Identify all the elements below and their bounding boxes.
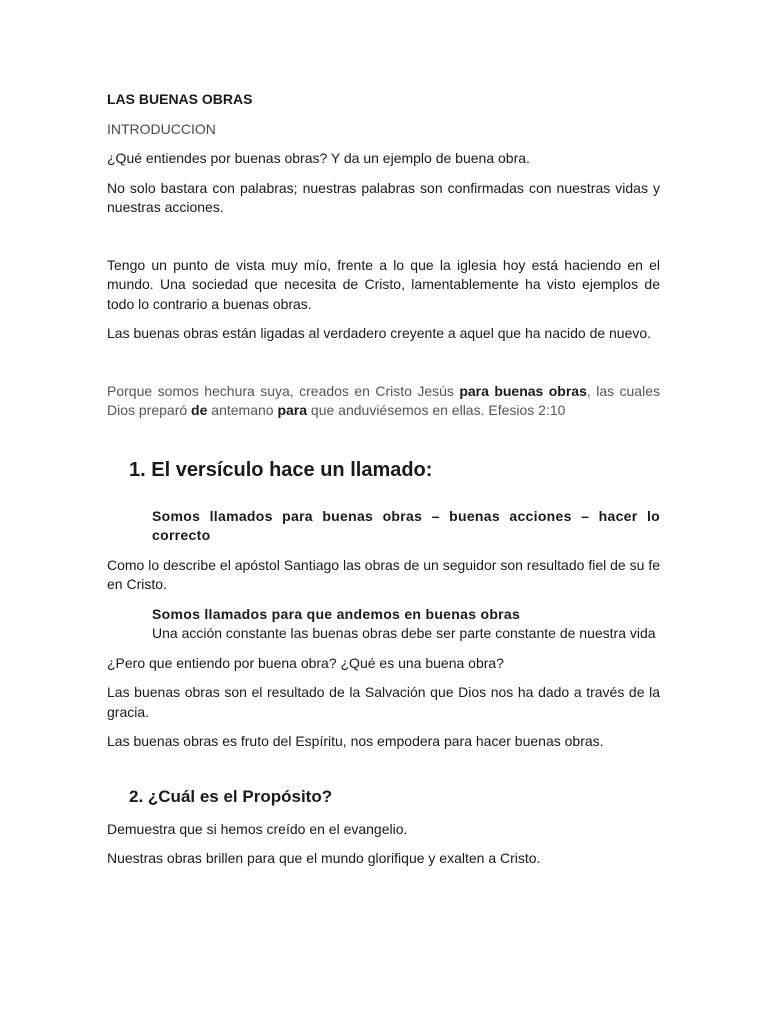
paragraph-point-of-view: Tengo un punto de vista muy mío, frente a lo que la iglesia hoy está haciendo en el mundo. Una sociedad que necesita de Cristo, lamentablemente ha visto ejemplos de todo lo contrario a buenas obras.	[107, 256, 660, 312]
verse-text-3: antemano	[207, 402, 278, 418]
section-1-paragraph-salvation: Las buenas obras son el resultado de la Salvación que Dios nos ha dado a través de la gracia.	[107, 684, 660, 720]
intro-question: ¿Qué entiendes por buenas obras? Y da un ejemplo de buena obra.	[107, 150, 530, 166]
section-2-heading: 2. ¿Cuál es el Propósito?	[129, 786, 333, 806]
verse-bold-1: para buenas obras	[459, 382, 587, 399]
verse-text-4: que anduviésemos en ellas. Efesios 2:10	[307, 402, 566, 418]
verse-text-2: , las cuales Dios preparó	[107, 382, 660, 418]
verse-bold-2: de	[191, 402, 208, 418]
section-1-subpoint-2-text: Una acción constante las buenas obras debe ser parte constante de nuestra vida	[152, 625, 656, 641]
section-1-subpoint-2: Somos llamados para que andemos en buenas obras	[152, 605, 521, 622]
paragraph-true-believer: Las buenas obras están ligadas al verdadero creyente a aquel que ha nacido de nuevo.	[107, 325, 652, 341]
verse-bold-3: para	[277, 402, 308, 418]
section-2-paragraph-gospel: Demuestra que si hemos creído en el evangelio.	[107, 820, 408, 837]
section-1-question: ¿Pero que entiendo por buena obra? ¿Qué es una buena obra?	[107, 654, 504, 671]
document-title: LAS BUENAS OBRAS	[107, 91, 253, 107]
section-1-subpoint-1: Somos llamados para buenas obras – buenas acciones – hacer lo correcto	[152, 507, 660, 543]
document-page	[107, 90, 660, 879]
paragraph-words-and-deeds: No solo bastara con palabras; nuestras palabras son confirmadas con nuestras vidas y nuestras acciones.	[107, 179, 660, 215]
section-1-paragraph-santiago: Como lo describe el apóstol Santiago las obras de un seguidor son resultado fiel de su fe en Cristo.	[107, 556, 660, 592]
verse-text-1: Porque somos hechura suya, creados en Cristo Jesús	[107, 382, 460, 399]
bible-verse	[107, 382, 660, 421]
section-1-heading: 1. El versículo hace un llamado:	[129, 458, 433, 481]
intro-label: INTRODUCCION	[107, 120, 216, 137]
section-2-paragraph-shine: Nuestras obras brillen para que el mundo glorifique y exalten a Cristo.	[107, 850, 541, 866]
section-1-paragraph-spirit: Las buenas obras es fruto del Espíritu, nos empodera para hacer buenas obras.	[107, 733, 604, 749]
